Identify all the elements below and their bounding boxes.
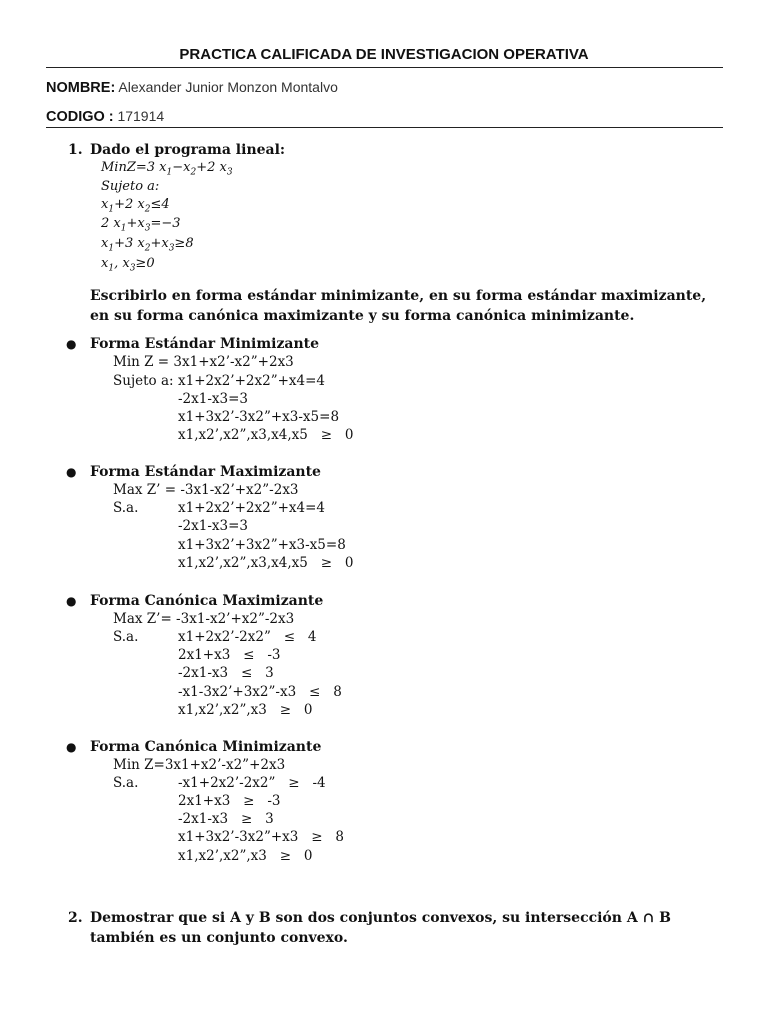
- question-1-number: 1.: [68, 142, 83, 158]
- question-1-title: Dado el programa lineal:: [90, 142, 286, 158]
- codigo-value: 171914: [117, 108, 165, 124]
- section-canonical-max-constraint: 2x1+x3 ≤ -3: [178, 647, 281, 663]
- section-standard-max-label: S.a.: [113, 500, 139, 516]
- nombre-value: Alexander Junior Monzon Montalvo: [118, 79, 338, 95]
- section-canonical-min-constraint: x1,x2’,x2”,x3 ≥ 0: [178, 848, 313, 864]
- section-standard-max-constraint: x1,x2’,x2”,x3,x4,x5 ≥ 0: [178, 555, 354, 571]
- section-canonical-min-constraint: -x1+2x2’-2x2” ≥ -4: [178, 775, 326, 791]
- bullet-icon: ●: [66, 337, 77, 351]
- section-canonical-min-title: ● Forma Canónica Minimizante: [66, 739, 322, 755]
- section-canonical-max-constraint: x1+2x2’-2x2” ≤ 4: [178, 629, 317, 645]
- section-standard-min-label: Sujeto a:: [113, 373, 174, 389]
- section-standard-min-constraint: x1+3x2’-3x2”+x3-x5=8: [178, 409, 340, 425]
- document-title: PRACTICA CALIFICADA DE INVESTIGACION OPERATIVA: [179, 46, 589, 63]
- section-canonical-min-objective: Min Z=3x1+x2’-x2”+2x3: [113, 757, 286, 773]
- nombre-label: NOMBRE:: [46, 80, 116, 96]
- section-standard-max-constraint: x1+2x2’+2x2”+x4=4: [178, 500, 326, 516]
- section-standard-max-title: ● Forma Estándar Maximizante: [66, 464, 321, 480]
- section-standard-max-objective: Max Z’ = -3x1-x2’+x2”-2x3: [113, 482, 299, 498]
- constraint-3: $x_1+3$ $x_2+x_3\ge 8$: [101, 236, 194, 254]
- header-rule-bottom: [46, 127, 723, 128]
- codigo-label: CODIGO: [46, 109, 105, 125]
- header-rule-top: [46, 67, 723, 68]
- question-1-instruction: Escribirlo en forma estándar minimizante, en su forma estándar maximizante, en su forma canónica maximizante y su forma canónica minimizante.: [90, 288, 707, 324]
- section-canonical-max-constraint: -x1-3x2’+3x2”-x3 ≤ 8: [178, 684, 342, 700]
- bullet-icon: ●: [66, 740, 77, 754]
- constraint-1: $x_1+2$ $x_2\le 4$: [101, 197, 170, 215]
- question-2-text: Demostrar que si A y B son dos conjuntos convexos, su intersección A ∩ B también es un conjunto convexo.: [90, 910, 671, 946]
- subject-to-label: Sujeto a:: [101, 179, 160, 194]
- question-2: [68, 908, 718, 948]
- section-standard-min-constraint: x1,x2’,x2”,x3,x4,x5 ≥ 0: [178, 427, 354, 443]
- section-canonical-min-constraint: x1+3x2’-3x2”+x3 ≥ 8: [178, 829, 345, 845]
- section-canonical-max-title: ● Forma Canónica Maximizante: [66, 593, 324, 609]
- bullet-icon: ●: [66, 594, 77, 608]
- section-standard-min-constraint: -2x1-x3=3: [178, 391, 249, 407]
- section-canonical-max-label: S.a.: [113, 629, 139, 645]
- codigo-separator: :: [108, 109, 114, 125]
- objective-function: MinZ=3 $x_1-x_2+2$ $x_3$: [101, 160, 233, 178]
- section-standard-max-constraint: -2x1-x3=3: [178, 518, 249, 534]
- constraint-2: 2 $x_1+x_3=-3$: [101, 216, 181, 234]
- section-canonical-min-label: S.a.: [113, 775, 139, 791]
- section-canonical-max-constraint: -2x1-x3 ≤ 3: [178, 665, 274, 681]
- section-canonical-max-objective: Max Z’= -3x1-x2’+x2”-2x3: [113, 611, 295, 627]
- question-1-heading: [68, 142, 285, 158]
- section-canonical-min-constraint: -2x1-x3 ≥ 3: [178, 811, 274, 827]
- section-canonical-max-constraint: x1,x2’,x2”,x3 ≥ 0: [178, 702, 313, 718]
- nonnegativity: $x_1$, $x_3\ge 0$: [101, 256, 155, 274]
- section-standard-max-constraint: x1+3x2’+3x2”+x3-x5=8: [178, 537, 346, 553]
- bullet-icon: ●: [66, 465, 77, 479]
- question-2-number: 2.: [68, 910, 83, 926]
- section-standard-min-objective: Min Z = 3x1+x2’-x2”+2x3: [113, 354, 294, 370]
- section-canonical-min-constraint: 2x1+x3 ≥ -3: [178, 793, 281, 809]
- section-standard-min-constraint: x1+2x2’+2x2”+x4=4: [178, 373, 326, 389]
- nombre-row: [46, 79, 338, 96]
- section-standard-min-title: ● Forma Estándar Minimizante: [66, 336, 320, 352]
- codigo-row: [46, 108, 164, 125]
